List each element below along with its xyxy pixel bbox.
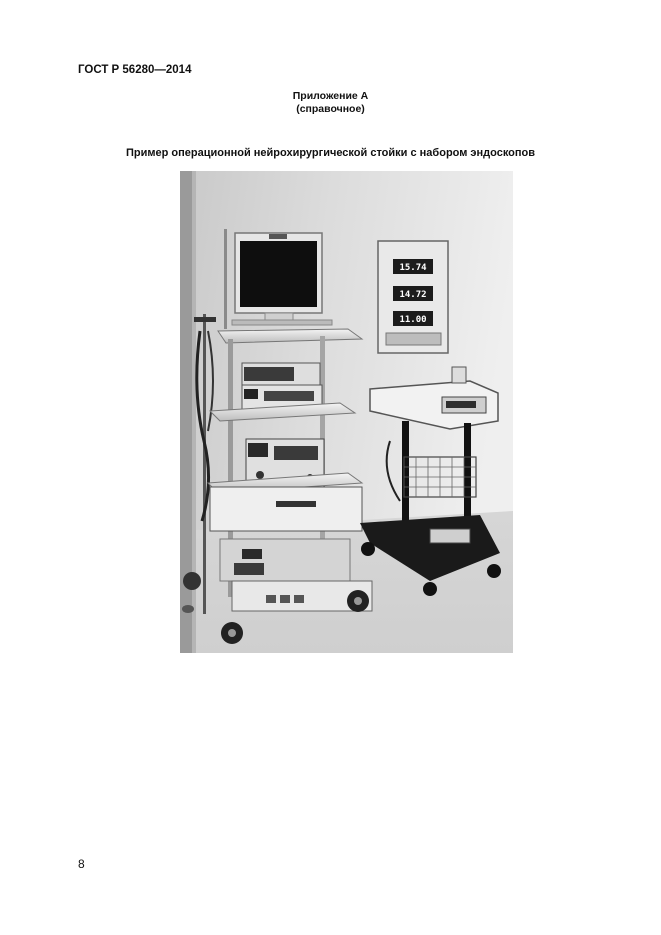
readout-2: 14.72 (399, 290, 427, 300)
readout-3: 11.00 (399, 315, 427, 325)
appendix-heading (0, 90, 661, 116)
appendix-title: Приложение А (292, 90, 369, 102)
page-number: 8 (78, 857, 85, 871)
figure-caption: Пример операционной нейрохирургической стойки с набором эндоскопов (125, 147, 536, 159)
appendix-note: (справочное) (296, 103, 365, 115)
neurosurgical-cart-photo (180, 171, 513, 653)
readout-1: 15.74 (399, 263, 427, 273)
document-header: ГОСТ Р 56280—2014 (78, 64, 192, 76)
